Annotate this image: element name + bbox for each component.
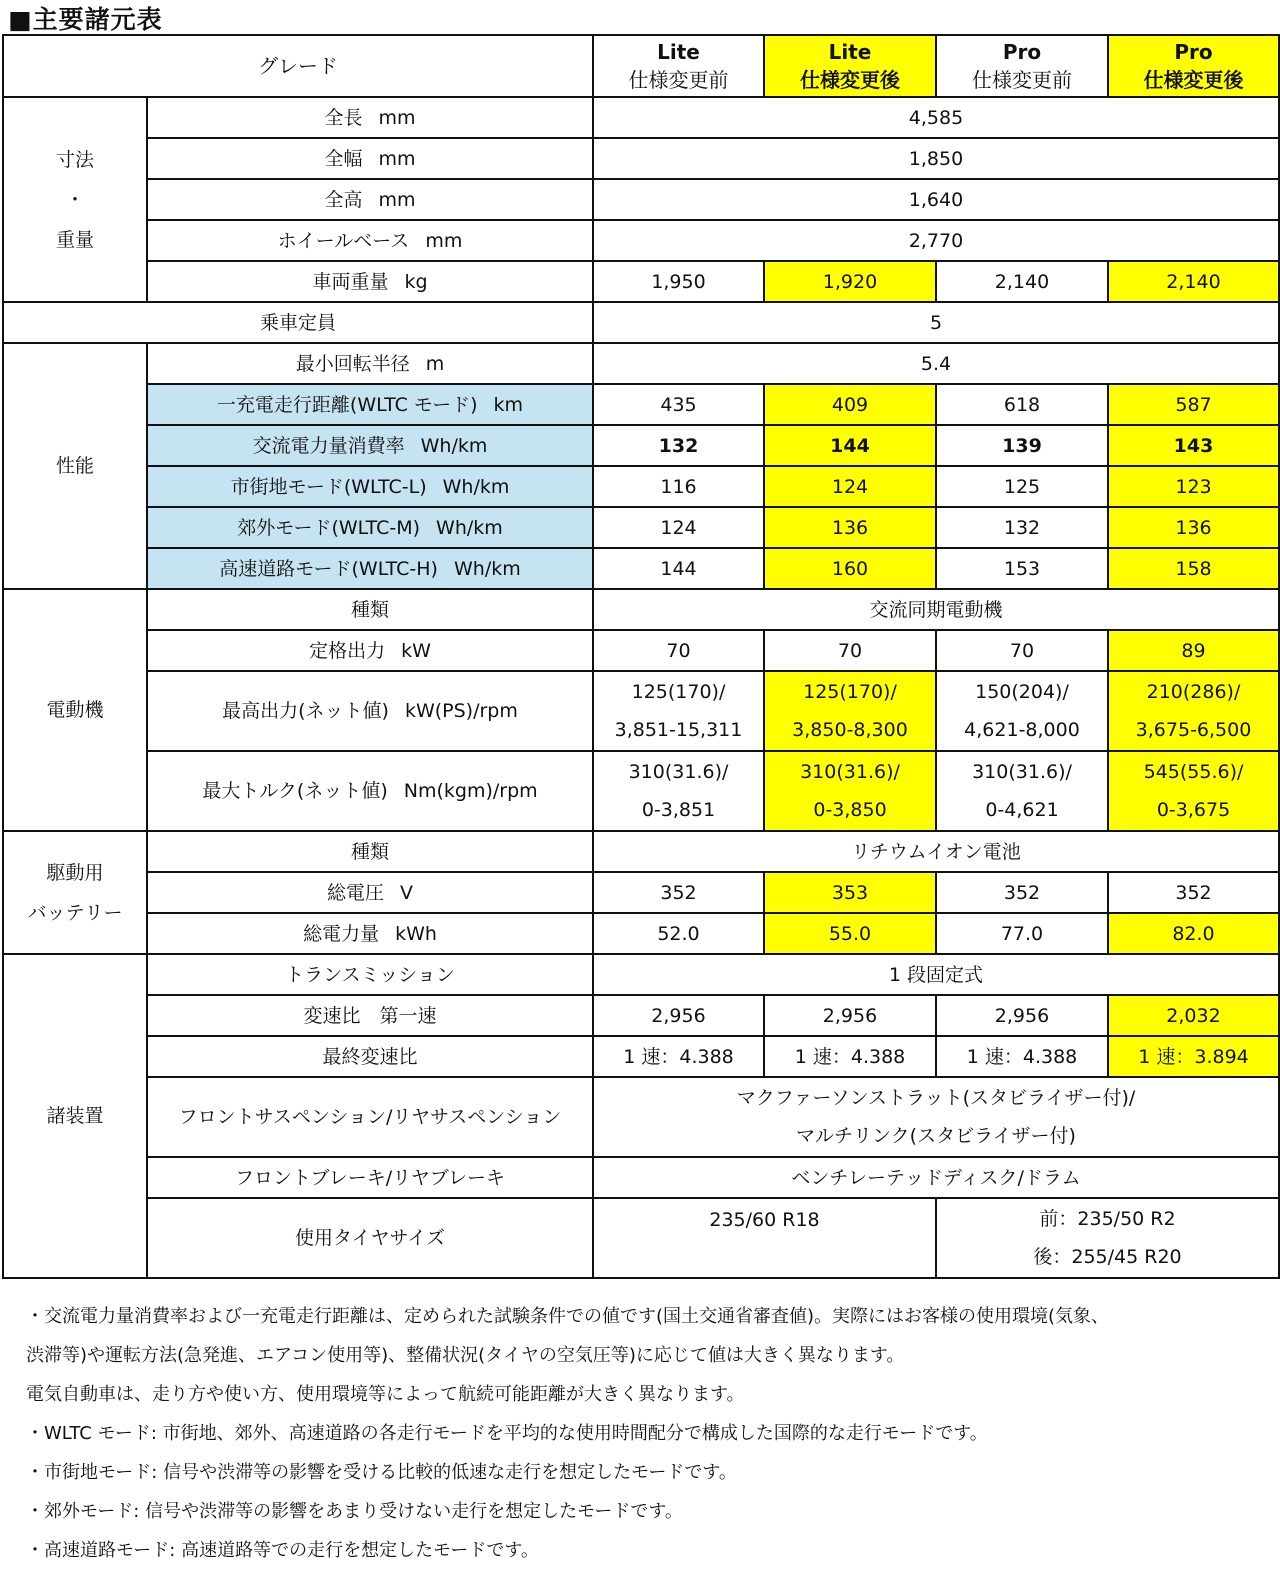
- value-cell: 2,770: [593, 220, 1279, 261]
- table-row: [3, 548, 1279, 589]
- value-cell: 435: [593, 384, 764, 425]
- value-cell: 143: [1108, 425, 1279, 466]
- value-cell: 124: [593, 507, 764, 548]
- column-model: Pro: [1174, 40, 1213, 64]
- row-unit: kW: [401, 639, 431, 662]
- footnotes: [26, 1297, 1266, 1570]
- row-label: [147, 138, 593, 179]
- row-label: [147, 1198, 593, 1278]
- column-header: [936, 35, 1108, 97]
- row-unit: Wh/km: [442, 475, 510, 498]
- table-row: [3, 97, 1279, 138]
- row-unit: kWh: [395, 922, 437, 945]
- row-label-text: 総電圧: [326, 881, 384, 904]
- value-cell: 1 速：4.388: [936, 1036, 1108, 1077]
- value-cell: 1 速：3.894: [1108, 1036, 1279, 1077]
- row-label-text: 種類: [350, 840, 389, 863]
- table-row: [3, 507, 1279, 548]
- table-row: [3, 179, 1279, 220]
- footnote-line: ・市街地モード: 信号や渋滞等の影響を受ける比較的低速な走行を想定したモードです。: [26, 1462, 737, 1483]
- value-cell: 116: [593, 466, 764, 507]
- row-label-text: 一充電走行距離(WLTC モード): [216, 393, 478, 416]
- value-cell: 310(31.6)/ 0-3,851: [593, 751, 764, 831]
- value-cell: 125: [936, 466, 1108, 507]
- row-label: [147, 384, 593, 425]
- row-label: [147, 954, 593, 995]
- value-cell: 70: [764, 630, 936, 671]
- table-row: [3, 913, 1279, 954]
- row-label-text: 最高出力(ネット値): [222, 700, 389, 722]
- value-cell: 235/60 R18: [593, 1198, 936, 1278]
- value-cell: 132: [936, 507, 1108, 548]
- column-header: [1108, 35, 1279, 97]
- row-unit: kg: [404, 270, 428, 293]
- value-cell: ベンチレーテッドディスク/ドラム: [593, 1157, 1279, 1198]
- spec-table: [2, 34, 1280, 1279]
- table-row: [3, 872, 1279, 913]
- row-label: [147, 1036, 593, 1077]
- value-cell: 2,956: [936, 995, 1108, 1036]
- value-cell: 交流同期電動機: [593, 589, 1279, 630]
- value-cell: 153: [936, 548, 1108, 589]
- table-row: [3, 466, 1279, 507]
- table-row: [3, 995, 1279, 1036]
- column-spec: 仕様変更前: [972, 68, 1072, 92]
- value-cell: 1,850: [593, 138, 1279, 179]
- row-label-text: 最大トルク(ネット値): [202, 780, 388, 802]
- row-label: [147, 343, 593, 384]
- value-cell: 409: [764, 384, 936, 425]
- table-row: [3, 1157, 1279, 1198]
- row-unit: mm: [378, 188, 416, 211]
- row-label: [147, 261, 593, 302]
- value-cell: 352: [1108, 872, 1279, 913]
- row-unit: V: [400, 881, 413, 904]
- value-cell: 132: [593, 425, 764, 466]
- row-unit: Nm(kgm)/rpm: [403, 780, 538, 802]
- page-title: ■主要諸元表: [8, 5, 163, 34]
- column-header: [593, 35, 764, 97]
- table-row: [3, 630, 1279, 671]
- row-label: [147, 220, 593, 261]
- row-label: [147, 630, 593, 671]
- row-unit: mm: [378, 147, 416, 170]
- value-cell: リチウムイオン電池: [593, 831, 1279, 872]
- value-cell: 124: [764, 466, 936, 507]
- column-model: Pro: [1002, 40, 1042, 64]
- table-row: [3, 425, 1279, 466]
- value-cell: 144: [593, 548, 764, 589]
- value-cell: 587: [1108, 384, 1279, 425]
- row-label: [147, 507, 593, 548]
- row-label: [147, 872, 593, 913]
- value-cell: 1,950: [593, 261, 764, 302]
- value-cell: 89: [1108, 630, 1279, 671]
- row-unit: m: [425, 352, 445, 375]
- row-label-text: 郊外モード(WLTC-M): [237, 516, 421, 539]
- value-cell: 前：235/50 R2 後：255/45 R20: [936, 1198, 1279, 1278]
- row-label-text: 最終変速比: [322, 1045, 418, 1068]
- row-label-text: 乗車定員: [259, 311, 336, 334]
- row-unit: kW(PS)/rpm: [404, 700, 518, 722]
- table-row: [3, 589, 1279, 630]
- value-cell: 70: [936, 630, 1108, 671]
- value-cell: 545(55.6)/ 0-3,675: [1108, 751, 1279, 831]
- row-unit: Wh/km: [453, 557, 521, 580]
- row-label: [147, 831, 593, 872]
- row-label: [147, 1157, 593, 1198]
- header-row: [3, 35, 1279, 97]
- value-cell: 125(170)/ 3,851-15,311: [593, 671, 764, 751]
- row-label-text: 種類: [350, 598, 389, 621]
- value-cell: マクファーソンストラット(スタビライザー付)/ マルチリンク(スタビライザー付): [593, 1077, 1279, 1157]
- footnote-line: ・交流電力量消費率および一充電走行距離は、定められた試験条件での値です(国土交通省審査値)。実際にはお客様の使用環境(気象、: [26, 1306, 1110, 1327]
- row-label-text: 全幅: [324, 147, 363, 170]
- row-label: [147, 913, 593, 954]
- table-row: [3, 671, 1279, 751]
- table-row: [3, 954, 1279, 995]
- value-cell: 1 速：4.388: [593, 1036, 764, 1077]
- footnote-line: ・郊外モード: 信号や渋滞等の影響をあまり受けない走行を想定したモードです。: [26, 1501, 683, 1522]
- value-cell: 160: [764, 548, 936, 589]
- value-cell: 2,956: [593, 995, 764, 1036]
- value-cell: 310(31.6)/ 0-3,850: [764, 751, 936, 831]
- row-label-text: 高速道路モード(WLTC-H): [219, 557, 438, 580]
- column-header: [764, 35, 936, 97]
- value-cell: 70: [593, 630, 764, 671]
- group-label: 寸法 ・ 重量: [3, 97, 147, 302]
- value-cell: 136: [764, 507, 936, 548]
- column-spec: 仕様変更後: [1143, 68, 1244, 92]
- row-label: [3, 302, 593, 343]
- row-label-text: フロントサスペンション/リヤサスペンション: [178, 1106, 562, 1128]
- value-cell: 352: [936, 872, 1108, 913]
- row-label-text: ホイールベース: [277, 229, 410, 252]
- table-row: [3, 1198, 1279, 1278]
- value-cell: 77.0: [936, 913, 1108, 954]
- row-unit: km: [493, 393, 524, 416]
- value-cell: 2,140: [1108, 261, 1279, 302]
- value-cell: 52.0: [593, 913, 764, 954]
- row-label-text: 最小回転半径: [295, 352, 410, 375]
- table-row: [3, 751, 1279, 831]
- row-label-text: 市街地モード(WLTC-L): [230, 475, 427, 498]
- row-label-text: 全長: [324, 106, 363, 129]
- value-cell: 353: [764, 872, 936, 913]
- row-unit: mm: [378, 106, 416, 129]
- value-cell: 1 段固定式: [593, 954, 1279, 995]
- value-cell: 125(170)/ 3,850-8,300: [764, 671, 936, 751]
- row-label: [147, 589, 593, 630]
- grade-header: グレード: [3, 35, 593, 97]
- value-cell: 5.4: [593, 343, 1279, 384]
- table-row: [3, 261, 1279, 302]
- table-row: [3, 138, 1279, 179]
- row-label-text: 車両重量: [312, 270, 389, 293]
- row-label-text: 変速比 第一速: [303, 1004, 437, 1027]
- row-label: [147, 1077, 593, 1157]
- row-label-text: トランスミッション: [285, 963, 455, 986]
- row-label-text: 総電力量: [303, 922, 380, 945]
- value-cell: 4,585: [593, 97, 1279, 138]
- value-cell: 1 速：4.388: [764, 1036, 936, 1077]
- footnote-line: ・高速道路モード: 高速道路等での走行を想定したモードです。: [26, 1540, 539, 1561]
- row-label-text: 定格出力: [309, 639, 386, 662]
- value-cell: 136: [1108, 507, 1279, 548]
- group-label: 諸装置: [3, 954, 147, 1278]
- row-label: [147, 97, 593, 138]
- row-label: [147, 995, 593, 1036]
- row-label: [147, 466, 593, 507]
- row-label-text: 交流電力量消費率: [252, 434, 405, 457]
- column-model: Lite: [828, 40, 872, 64]
- value-cell: 618: [936, 384, 1108, 425]
- value-cell: 2,956: [764, 995, 936, 1036]
- column-model: Lite: [657, 40, 700, 64]
- table-row: [3, 302, 1279, 343]
- value-cell: 123: [1108, 466, 1279, 507]
- row-label: [147, 671, 593, 751]
- table-row: [3, 831, 1279, 872]
- group-label: 電動機: [3, 589, 147, 831]
- table-row: [3, 1077, 1279, 1157]
- row-label: [147, 179, 593, 220]
- group-label: 性能: [3, 343, 147, 589]
- value-cell: 210(286)/ 3,675-6,500: [1108, 671, 1279, 751]
- table-row: [3, 384, 1279, 425]
- row-label-text: 全高: [324, 188, 363, 211]
- value-cell: 139: [936, 425, 1108, 466]
- table-row: [3, 1036, 1279, 1077]
- column-spec: 仕様変更前: [628, 68, 729, 92]
- footnote-line: 電気自動車は、走り方や使い方、使用環境等によって航続可能距離が大きく異なります。: [26, 1384, 745, 1405]
- value-cell: 310(31.6)/ 0-4,621: [936, 751, 1108, 831]
- row-label-text: フロントブレーキ/リヤブレーキ: [235, 1166, 505, 1189]
- column-spec: 仕様変更後: [800, 68, 900, 92]
- row-label: [147, 548, 593, 589]
- value-cell: 82.0: [1108, 913, 1279, 954]
- value-cell: 1,920: [764, 261, 936, 302]
- value-cell: 55.0: [764, 913, 936, 954]
- row-unit: mm: [425, 229, 463, 252]
- row-label: [147, 425, 593, 466]
- row-label: [147, 751, 593, 831]
- footnote-line: 渋滞等)や運転方法(急発進、エアコン使用等)、整備状況(タイヤの空気圧等)に応じて値は大きく異なります。: [26, 1345, 905, 1366]
- row-unit: Wh/km: [436, 516, 503, 539]
- value-cell: 352: [593, 872, 764, 913]
- value-cell: 150(204)/ 4,621-8,000: [936, 671, 1108, 751]
- value-cell: 2,140: [936, 261, 1108, 302]
- row-unit: Wh/km: [420, 434, 488, 457]
- value-cell: 158: [1108, 548, 1279, 589]
- value-cell: 5: [593, 302, 1279, 343]
- value-cell: 144: [764, 425, 936, 466]
- footnote-line: ・WLTC モード: 市街地、郊外、高速道路の各走行モードを平均的な使用時間配分で構成した国際的な走行モードです。: [26, 1423, 988, 1444]
- table-row: [3, 220, 1279, 261]
- value-cell: 2,032: [1108, 995, 1279, 1036]
- value-cell: 1,640: [593, 179, 1279, 220]
- group-label: 駆動用 バッテリー: [3, 831, 147, 954]
- row-label-text: 使用タイヤサイズ: [294, 1227, 446, 1249]
- table-row: [3, 343, 1279, 384]
